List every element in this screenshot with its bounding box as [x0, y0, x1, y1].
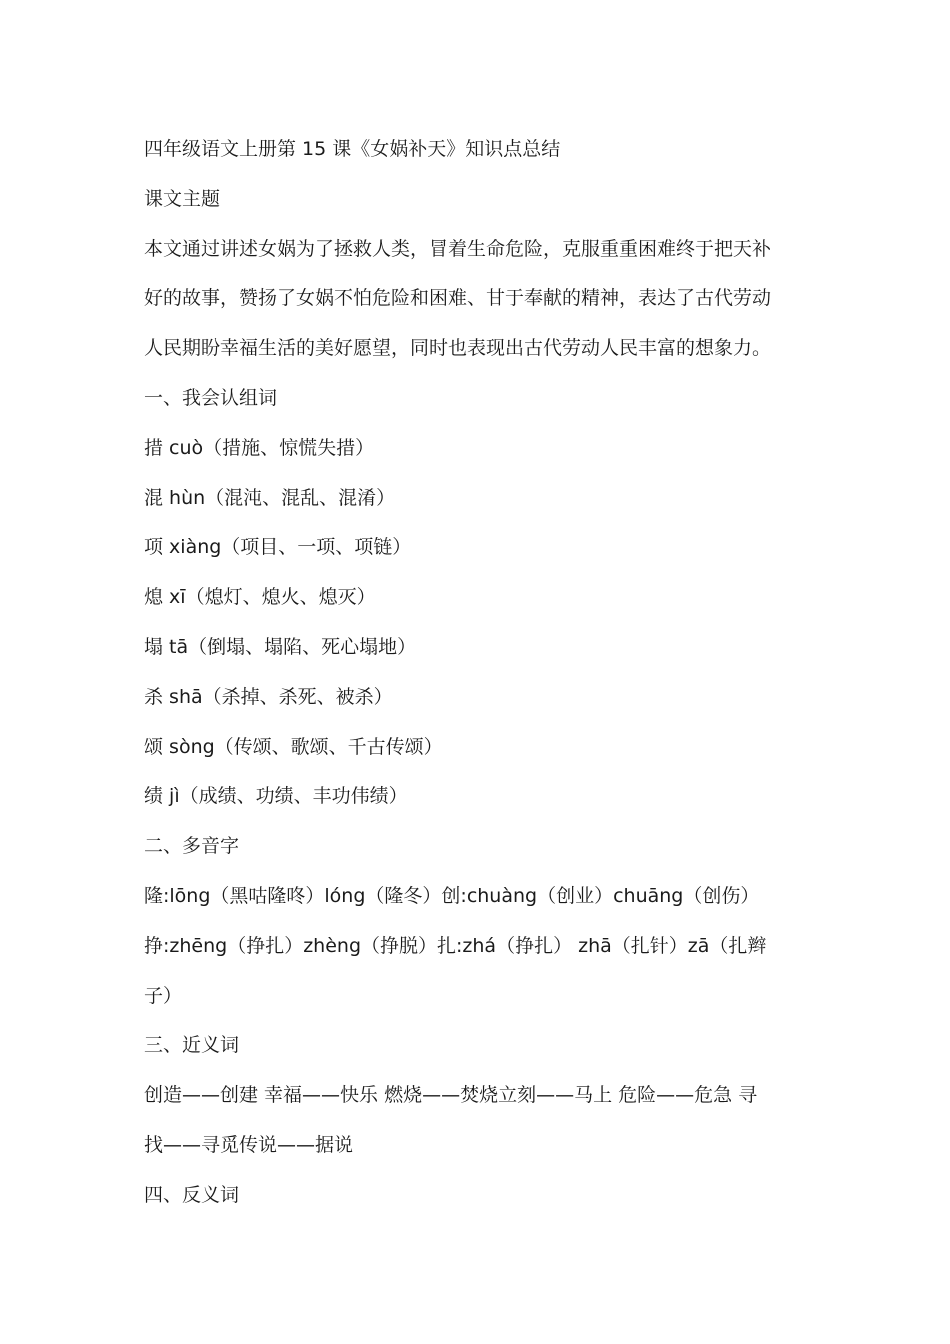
vocab-item: 颂 sòng（传颂、歌颂、千古传颂） [144, 735, 443, 758]
section-heading-antonyms: 四、反义词 [144, 1183, 240, 1206]
polyphone-line: 隆:lōng（黑咕隆咚）lóng（隆冬）创:chuàng（创业）chuāng（创伤） [144, 884, 760, 907]
vocab-item: 项 xiàng（项目、一项、项链） [144, 536, 412, 559]
section-heading-vocabulary: 一、我会认组词 [144, 386, 278, 409]
vocab-item: 混 hùn（混沌、混乱、混淆） [144, 486, 396, 509]
polyphone-line: 子） [144, 984, 183, 1007]
vocab-item: 绩 jì（成绩、功绩、丰功伟绩） [144, 785, 408, 808]
synonym-line: 创造——创建 幸福——快乐 燃烧——焚烧立刻——马上 危险——危急 寻 [144, 1084, 758, 1107]
section-heading-synonyms: 三、近义词 [144, 1034, 240, 1057]
vocab-item: 措 cuò（措施、惊慌失措） [144, 436, 375, 459]
vocab-item: 塌 tā（倒塌、塌陷、死心塌地） [144, 635, 417, 658]
section-heading-theme: 课文主题 [144, 187, 221, 210]
section-heading-polyphones: 二、多音字 [144, 835, 240, 858]
vocab-item: 熄 xī（熄灯、熄火、熄灭） [144, 586, 376, 609]
synonym-line: 找——寻觅传说——据说 [144, 1133, 354, 1156]
document-page [144, 125, 824, 1221]
vocab-item: 杀 shā（杀掉、杀死、被杀） [144, 685, 393, 708]
document-title: 四年级语文上册第 15 课《女娲补天》知识点总结 [144, 138, 561, 160]
paragraph-line: 本文通过讲述女娲为了拯救人类，冒着生命危险，克服重重困难终于把天补 [144, 237, 772, 260]
paragraph-line: 人民期盼幸福生活的美好愿望，同时也表现出古代劳动人民丰富的想象力。 [144, 337, 772, 360]
paragraph-line: 好的故事，赞扬了女娲不怕危险和困难、甘于奉献的精神，表达了古代劳动 [144, 287, 772, 310]
polyphone-line: 挣:zhēng（挣扎）zhèng（挣脱）扎:zhá（挣扎） zhā（扎针）zā（扎辫 [144, 934, 767, 957]
